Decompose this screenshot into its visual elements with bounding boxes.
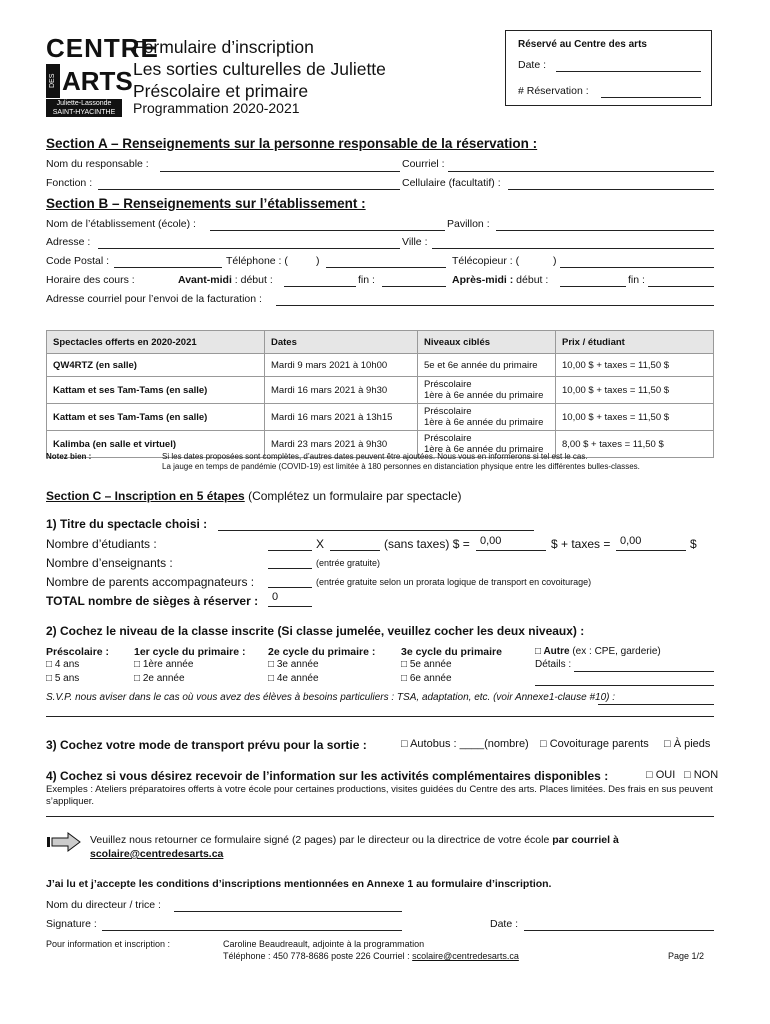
plus-taxes-label: $ + taxes = xyxy=(551,537,611,551)
etudiants-label: Nombre d’étudiants : xyxy=(46,537,157,551)
section-c-subtitle: (Complétez un formulaire par spectacle) xyxy=(244,489,462,503)
checkbox-5-ans[interactable]: □ 5 ans xyxy=(46,673,80,684)
logo-arts: ARTS xyxy=(62,66,133,96)
cellulaire-label: Cellulaire (facultatif) : xyxy=(402,177,501,189)
enseignants-label: Nombre d’enseignants : xyxy=(46,556,173,570)
total-value[interactable]: 0 xyxy=(272,591,279,603)
sans-taxes-label: (sans taxes) $ = xyxy=(384,537,470,551)
adresse-field[interactable] xyxy=(98,248,400,249)
date-label: Date : xyxy=(490,918,519,930)
avant-midi-label xyxy=(178,274,273,286)
prescolaire-label: Préscolaire : xyxy=(46,646,110,658)
contact-phone: Téléphone : 450 778-8686 poste 226 Courriel : xyxy=(223,951,410,961)
checkbox-2e-annee[interactable]: □ 2e année xyxy=(134,673,185,684)
row-niveau xyxy=(418,377,556,404)
logo-sub2: SAINT-HYACINTHE xyxy=(52,109,116,116)
arrow-right-icon xyxy=(46,832,82,852)
header-spectacles: Spectacles offerts en 2020-2021 xyxy=(47,331,265,354)
checkbox-covoiturage[interactable]: □ Covoiturage parents xyxy=(540,738,649,750)
cycle1-label: 1er cycle du primaire : xyxy=(134,646,246,658)
row-prix: 8,00 $ + taxes = 11,50 $ xyxy=(556,431,714,458)
row-niveau-2: 1ère à 6e année du primaire xyxy=(424,417,544,428)
parents-field[interactable] xyxy=(268,587,312,588)
autre-checkbox[interactable]: □ Autre xyxy=(535,646,570,657)
info-label: Pour information et inscription : xyxy=(46,939,171,949)
checkbox-1ere-annee[interactable]: □ 1ère année xyxy=(134,659,194,670)
reserved-box xyxy=(505,30,712,106)
form-title xyxy=(133,36,386,102)
apres-midi-debut-field[interactable] xyxy=(560,286,626,287)
reserved-number-label: # Réservation : xyxy=(518,85,589,97)
logo-centre: CENTRE xyxy=(46,33,159,63)
entree-gratuite-note: (entrée gratuite) xyxy=(316,558,381,568)
checkbox-3e-annee[interactable]: □ 3e année xyxy=(268,659,319,670)
checkbox-a-pieds[interactable]: □ À pieds xyxy=(664,738,711,750)
logo-des: DES xyxy=(46,64,60,98)
reserved-number-field[interactable] xyxy=(601,97,701,98)
avant-midi-debut: : début : xyxy=(231,274,273,286)
apres-midi-fin-label: fin : xyxy=(628,274,645,286)
row-niveau-1: Préscolaire xyxy=(424,379,472,390)
avant-midi-fin-field[interactable] xyxy=(382,286,446,287)
total-line xyxy=(268,606,312,607)
row-niveau-1: Préscolaire xyxy=(424,433,472,444)
code-postal-field[interactable] xyxy=(114,267,222,268)
contact-email-link[interactable]: scolaire@centredesarts.ca xyxy=(412,951,519,961)
header-dates: Dates xyxy=(265,331,418,354)
telecopieur-close: ) xyxy=(553,255,557,267)
nom-responsable-field[interactable] xyxy=(160,171,400,172)
note-line2: La jauge en temps de pandémie (COVID-19) est limitée à 180 personnes en distanciation physique entre les différentes bulles-classes. xyxy=(162,462,640,471)
retour-instructions xyxy=(90,833,714,861)
courriel-label: Courriel : xyxy=(402,158,445,170)
exemples-text: Exemples : Ateliers préparatoires offerts à votre école pour certaines productions, visites guidées du Centre des arts. Places limitées. Des frais en sus peuvent s’appliquer. xyxy=(46,784,713,807)
enseignants-field[interactable] xyxy=(268,568,312,569)
besoins-field[interactable] xyxy=(598,704,714,705)
acceptation-text: J’ai lu et j’accepte les conditions d’inscriptions mentionnées en Annexe 1 au formulaire d’inscription. xyxy=(46,878,552,890)
table-row xyxy=(47,404,714,431)
cycle3-label: 3e cycle du primaire xyxy=(401,646,502,658)
fonction-field[interactable] xyxy=(98,189,400,190)
title-line3: Préscolaire et primaire xyxy=(133,81,309,101)
avant-midi-fin-label: fin : xyxy=(358,274,375,286)
q3-label: 3) Cochez votre mode de transport prévu pour la sortie : xyxy=(46,738,367,752)
besoins-particuliers-label: S.V.P. nous aviser dans le cas où vous avez des élèves à besoins particuliers : TSA, adaptation, etc. (voir Annexe1-clause #10) : xyxy=(46,692,616,703)
contact-line xyxy=(223,951,519,961)
row-niveau-1: Préscolaire xyxy=(424,406,472,417)
checkbox-oui[interactable]: □ OUI xyxy=(646,769,676,781)
details-field[interactable] xyxy=(574,671,714,672)
avant-midi-debut-field[interactable] xyxy=(284,286,356,287)
spectacles-table xyxy=(46,330,714,458)
table-row xyxy=(47,377,714,404)
retour-text: Veuillez nous retourner ce formulaire signé (2 pages) par le directeur ou la directrice de votre école xyxy=(90,834,550,846)
row-prix: 10,00 $ + taxes = 11,50 $ xyxy=(556,377,714,404)
cellulaire-field[interactable] xyxy=(508,189,714,190)
logo xyxy=(46,33,159,117)
pavillon-label: Pavillon : xyxy=(447,218,490,230)
row-prix: 10,00 $ + taxes = 11,50 $ xyxy=(556,404,714,431)
reserved-heading: Réservé au Centre des arts xyxy=(518,39,647,50)
total-label: TOTAL nombre de sièges à réserver : xyxy=(46,594,259,608)
logo-subtitle xyxy=(46,99,122,117)
par-courriel: par courriel à xyxy=(552,834,619,846)
programme-label: Programmation 2020-2021 xyxy=(133,100,300,116)
directeur-field[interactable] xyxy=(174,911,402,912)
facturation-field[interactable] xyxy=(276,305,714,306)
code-postal-label: Code Postal : xyxy=(46,255,110,267)
reserved-date-field[interactable] xyxy=(556,71,701,72)
nom-responsable-label: Nom du responsable : xyxy=(46,158,149,170)
q1-label: 1) Titre du spectacle choisi : xyxy=(46,517,208,531)
checkbox-5e-annee[interactable]: □ 5e année xyxy=(401,659,452,670)
checkbox-4e-annee[interactable]: □ 4e année xyxy=(268,673,319,684)
cycle2-label: 2e cycle du primaire : xyxy=(268,646,376,658)
directeur-label: Nom du directeur / trice : xyxy=(46,899,161,911)
plus-taxes-line xyxy=(616,550,686,551)
row-niveau xyxy=(418,404,556,431)
email-link[interactable]: scolaire@centredesarts.ca xyxy=(90,848,224,860)
times-sign: X xyxy=(316,537,325,551)
apres-midi-debut: début : xyxy=(513,274,549,286)
ville-field[interactable] xyxy=(432,248,714,249)
prix-field[interactable] xyxy=(330,550,380,551)
telecopieur-field[interactable] xyxy=(560,267,714,268)
row-date: Mardi 9 mars 2021 à 10h00 xyxy=(265,354,418,377)
row-niveau-2: 1ère à 6e année du primaire xyxy=(424,390,544,401)
autre-note: (ex : CPE, garderie) xyxy=(569,646,661,657)
row-niveau xyxy=(418,354,556,377)
separator xyxy=(46,816,714,817)
contact-name: Caroline Beaudreault, adjointe à la programmation xyxy=(223,939,425,949)
row-date: Mardi 23 mars 2021 à 9h30 xyxy=(265,431,418,458)
section-b-title: Section B – Renseignements sur l’établissement : xyxy=(46,196,366,211)
row-show: QW4RTZ (en salle) xyxy=(47,354,265,377)
etablissement-label: Nom de l’établissement (école) : xyxy=(46,218,196,230)
logo-sub1: Juliette-Lassonde xyxy=(56,100,112,107)
checkbox-non[interactable]: □ NON xyxy=(684,769,719,781)
checkbox-autobus[interactable]: □ Autobus : ____(nombre) xyxy=(401,738,529,750)
titre-spectacle-field[interactable] xyxy=(218,530,534,531)
etablissement-field[interactable] xyxy=(210,230,445,231)
parents-note: (entrée gratuite selon un prorata logique de transport en covoiturage) xyxy=(316,577,592,587)
telephone-field[interactable] xyxy=(326,267,446,268)
row-show: Kattam et ses Tam-Tams (en salle) xyxy=(47,377,265,404)
title-line2: Les sorties culturelles de Juliette xyxy=(133,59,386,79)
note-line1: Si les dates proposées sont complètes, d’autres dates peuvent être ajoutées. Nous vous en informerons si tel est le cas. xyxy=(162,452,588,461)
note-label: Notez bien : xyxy=(46,452,92,461)
facturation-label: Adresse courriel pour l’envoi de la facturation : xyxy=(46,293,262,305)
page-number: Page 1/2 xyxy=(668,951,705,961)
dollar-sign: $ xyxy=(690,537,697,551)
besoins-field-2[interactable] xyxy=(46,716,714,717)
sans-taxes-line xyxy=(476,550,546,551)
table-header-row xyxy=(47,331,714,354)
horaire-label: Horaire des cours : xyxy=(46,274,135,286)
telecopieur-label: Télécopieur : ( xyxy=(452,255,520,267)
reserved-date-label: Date : xyxy=(518,59,547,71)
signature-label: Signature : xyxy=(46,918,97,930)
parents-label: Nombre de parents accompagnateurs : xyxy=(46,575,255,589)
section-c-heading xyxy=(46,489,462,503)
details-label: Détails : xyxy=(535,659,572,670)
telephone-label: Téléphone : ( xyxy=(226,255,288,267)
apres-midi-label xyxy=(452,274,548,286)
signature-field[interactable] xyxy=(102,930,402,931)
checkbox-6e-annee[interactable]: □ 6e année xyxy=(401,673,452,684)
table-row xyxy=(47,354,714,377)
header-prix: Prix / étudiant xyxy=(556,331,714,354)
q2-label: 2) Cochez le niveau de la classe inscrite (Si classe jumelée, veuillez cocher les deux niveaux) : xyxy=(46,624,585,638)
row-date: Mardi 16 mars 2021 à 9h30 xyxy=(265,377,418,404)
avant-midi-text: Avant-midi xyxy=(178,274,232,286)
autre-option[interactable] xyxy=(535,646,661,657)
adresse-label: Adresse : xyxy=(46,236,91,248)
header-niveaux: Niveaux ciblés xyxy=(418,331,556,354)
fonction-label: Fonction : xyxy=(46,177,93,189)
date-field[interactable] xyxy=(524,930,714,931)
apres-midi-text: Après-midi : xyxy=(452,274,514,286)
etudiants-field[interactable] xyxy=(268,550,312,551)
title-line1: Formulaire d’inscription xyxy=(133,37,314,57)
section-a-title: Section A – Renseignements sur la personne responsable de la réservation : xyxy=(46,136,538,151)
details-field-2[interactable] xyxy=(535,685,714,686)
row-niveau-2: 1ère à 6e année du primaire xyxy=(424,444,544,455)
telephone-close: ) xyxy=(316,255,320,267)
apres-midi-fin-field[interactable] xyxy=(648,286,714,287)
section-c-title: Section C – Inscription en 5 étapes xyxy=(46,489,245,503)
row-date: Mardi 16 mars 2021 à 13h15 xyxy=(265,404,418,431)
q4-label: 4) Cochez si vous désirez recevoir de l’information sur les activités complémentaires disponibles : xyxy=(46,769,609,783)
row-prix: 10,00 $ + taxes = 11,50 $ xyxy=(556,354,714,377)
courriel-field[interactable] xyxy=(448,171,714,172)
sans-taxes-value[interactable]: 0,00 xyxy=(480,535,502,547)
checkbox-4-ans[interactable]: □ 4 ans xyxy=(46,659,80,670)
row-niveau-1: 5e et 6e année du primaire xyxy=(424,359,538,371)
row-show: Kalimba (en salle et virtuel) xyxy=(47,431,265,458)
pavillon-field[interactable] xyxy=(496,230,714,231)
ville-label: Ville : xyxy=(402,236,428,248)
plus-taxes-value[interactable]: 0,00 xyxy=(620,535,642,547)
row-show: Kattam et ses Tam-Tams (en salle) xyxy=(47,404,265,431)
